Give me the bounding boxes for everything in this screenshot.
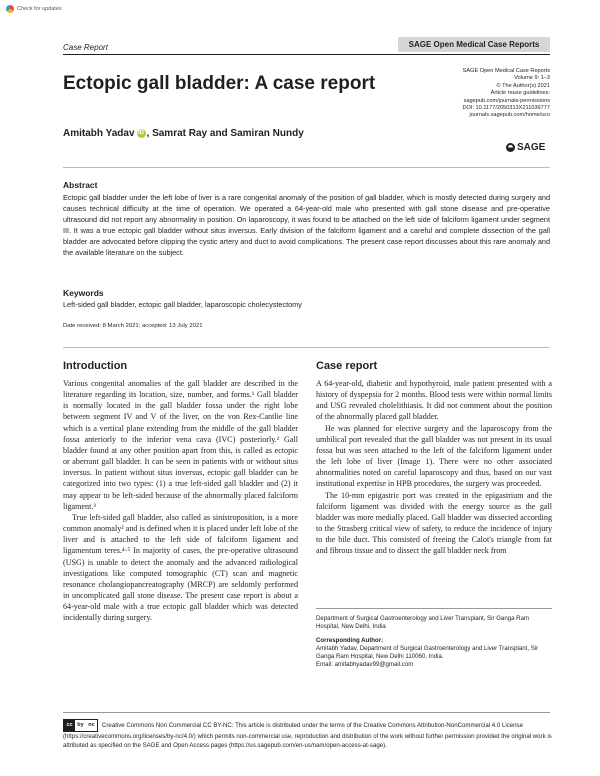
- author-list: [63, 128, 304, 139]
- meta-permissions-link[interactable]: sagepub.com/journals-permissions: [463, 97, 550, 104]
- meta-journal: SAGE Open Medical Case Reports: [462, 68, 550, 74]
- case-report-paragraph: A 64-year-old, diabetic and hypothyroid, male patient presented with a history of dyspepsia for 2 months. Blood tests were within normal limits and USG revealed cholelithiasis. It did not comment about the position of the abnormally placed gall bladder.: [316, 379, 552, 422]
- license-rule: [63, 712, 550, 713]
- corresponding-email[interactable]: Email: amitabhyadav99@gmail.com: [316, 661, 414, 669]
- sage-logo-text: SAGE: [517, 142, 546, 153]
- cc-by-nc-icon[interactable]: [63, 719, 98, 732]
- sage-swirl-icon: [506, 143, 515, 152]
- meta-journal-link[interactable]: journals.sagepub.com/home/sco: [469, 112, 550, 119]
- author-first: Amitabh Yadav: [63, 128, 135, 139]
- orcid-icon[interactable]: iD: [138, 130, 145, 136]
- meta-volume: Volume 9: 1–3: [514, 75, 550, 82]
- cc-badge-part: by: [77, 722, 84, 728]
- introduction-paragraph: Various congenital anomalies of the gall bladder are described in the literature regarding its location, size, number, and forms.¹ Gall bladder is normally located in the gall bladder fossa under the right lobe between segment IV and V of the liver, on the von Rex-Cantlie line which is a vertical plane extending from the middle of the gall bladder fossa anteriorly to the inferior vena cava (IVC) posteriorly.² Gall bladder found at any other position apart from this, is called as ectopic or aberrant gall bladder. It can be seen in patients with or without situs inversus. In patient without situs inversus, ectopic gall bladder can be categorized into two types: (1) a true left-sided gall bladder and (2) it may appear to be left-sided because of the abnormally placed falciform ligament.³: [63, 379, 298, 511]
- affiliation-block: [316, 615, 552, 670]
- corresponding-text: Amitabh Yadav, Department of Surgical Gastroenterology and Liver Transplant, Sir Ganga Ram Hospital, New Delhi 110060, India.: [316, 644, 539, 661]
- case-report-body: [316, 378, 552, 557]
- introduction-body: [63, 378, 298, 623]
- article-title: Ectopic gall bladder: A case report: [63, 73, 376, 94]
- license-block: [63, 719, 552, 750]
- license-text: Creative Commons Non Commercial CC BY-NC: This article is distributed under the terms of the Creative Commons Attribution-NonCommercial 4.0 License (https://creativecommons.org/licenses/by-nc/4.0/) which permits non-commercial use, reproduction and distribution of the work without further permission provided the original work is attributed as specified on the SAGE and Open Access pages (https://us.sagepub.com/en-us/nam/open-access-at-sage).: [63, 722, 552, 749]
- journal-banner: SAGE Open Medical Case Reports: [398, 37, 550, 52]
- article-meta: [440, 68, 550, 120]
- check-for-updates-badge[interactable]: [6, 5, 62, 13]
- introduction-heading: Introduction: [63, 360, 128, 372]
- meta-copyright: © The Author(s) 2021: [496, 82, 550, 89]
- meta-doi[interactable]: DOI: 10.1177/2050313X211036777: [462, 105, 550, 112]
- case-report-paragraph: He was planned for elective surgery and the laparoscopy from the umbilical port revealed that the gall bladder was not present in its usual fossa but was seen attached to the left of the falciform ligament under the left lobe of liver (Image 1). There were no other associated abnormalities noted on careful laparoscopy and thus, based on our vast institutional expertise in HPB procedures, the surgery was proceeded.: [316, 423, 552, 489]
- corresponding-heading: Corresponding Author:: [316, 636, 384, 644]
- cc-badge-part: nc: [88, 722, 95, 728]
- case-report-heading: Case report: [316, 360, 378, 372]
- affiliation-department: Department of Surgical Gastroenterology and Liver Transplant, Sir Ganga Ram Hospital, New Delhi, India: [316, 615, 530, 631]
- introduction-paragraph: True left-sided gall bladder, also called as sinistroposition, is a more common anomaly² and is defined when it is placed under left lobe of the liver and is attached to the left side of falciform ligament and ligamentum teres.⁴·⁵ In majority of cases, the pre-operative ultrasound (USG) is unable to detect the anomaly and the advanced radiological investigations like computed tomographic (CT) scan and magnetic resonance cholangiopancreatography (MRCP) are seldomly performed in uncomplicated gall stone disease. The present case report is about a 64-year-old male with a true ectopic gall bladder which was detected incidentally during surgery.: [63, 512, 298, 623]
- abstract-text: Ectopic gall bladder under the left lobe of liver is a rare congenital anomaly of the position of gall bladder, which is mostly detected during surgery and causes technical difficulty at the time of operation. We operated a 64-year-old male who presented with gall stone disease and pre-operative ultrasound did not report any abnormality in position. On laparoscopy, it was found to be attached on the left side of falciform ligament under segment III. It was a true ectopic gall bladder without situs inversus. Early division of the falciform ligament and a careful and complete dissection of the gall bladder are advocated before clipping the cystic artery and duct to avoid complications. The present case report discusses about this rare anomaly and the available literature on the subject.: [63, 193, 551, 257]
- check-for-updates-label: Check for updates: [17, 6, 62, 12]
- cc-badge-part: cc: [64, 720, 75, 731]
- case-report-paragraph: The 10-mm epigastric port was created in the epigastrium and the falciform ligament was divided with the energy source as the gall bladder was more medially placed. Gall bladder was dissected according to the Strasberg critical view of safety, to reduce the incidence of injury to the bile duct. This consisted of freeing the Calot's triangle from fat and fibrous tissue and to dissect the gall bladder neck from: [316, 490, 552, 556]
- body-top-rule: [63, 347, 550, 348]
- sage-logo: [506, 142, 545, 153]
- meta-reuse: Article reuse guidelines:: [490, 90, 550, 97]
- abstract-top-rule: [63, 167, 550, 168]
- dates: Date received: 8 March 2021; accepted: 13 July 2021: [63, 323, 203, 329]
- abstract-heading: Abstract: [63, 180, 98, 190]
- article-type: Case Report: [63, 43, 108, 52]
- affiliation-rule: [316, 608, 552, 609]
- author-rest: , Samrat Ray and Samiran Nundy: [146, 128, 304, 139]
- keywords-heading: Keywords: [63, 288, 104, 298]
- keywords-text: Left-sided gall bladder, ectopic gall bladder, laparoscopic cholecystectomy: [63, 300, 302, 309]
- header-rule: [63, 54, 550, 55]
- crossmark-icon: [6, 5, 14, 13]
